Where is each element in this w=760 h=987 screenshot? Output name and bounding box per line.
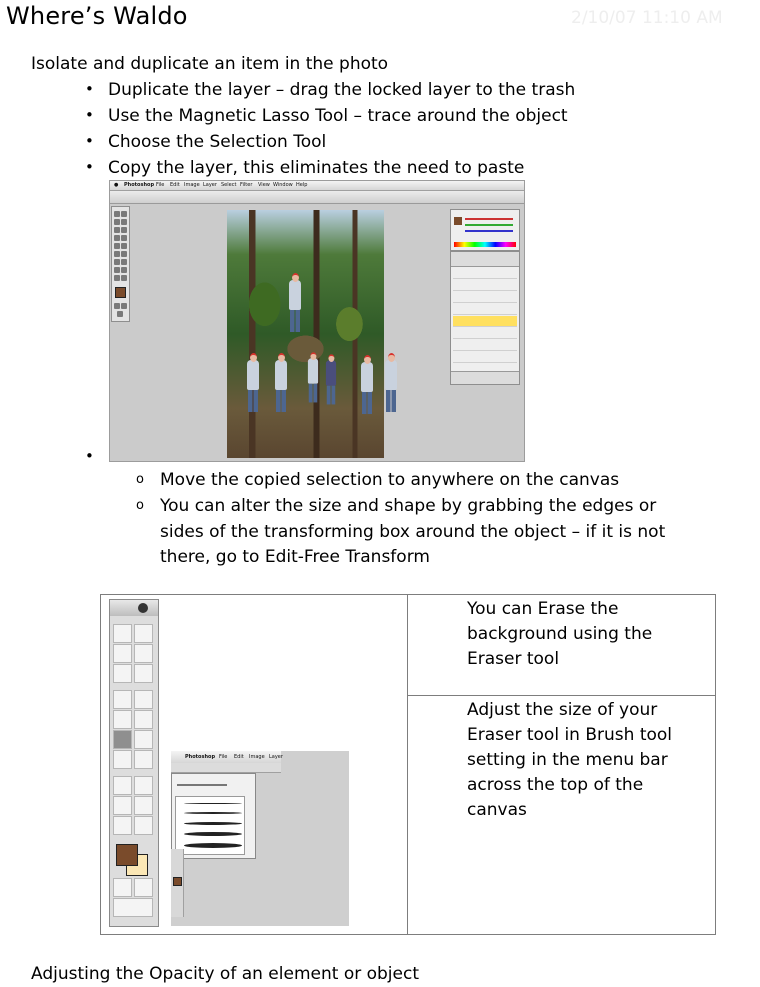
brush-preset-panel bbox=[171, 773, 256, 859]
history-brush-tool-icon bbox=[134, 710, 153, 729]
tool-icon bbox=[117, 311, 123, 317]
bullet-item: Choose the Selection Tool bbox=[108, 132, 327, 152]
quick-mask-mode-icon bbox=[134, 878, 153, 897]
layer-row bbox=[453, 340, 517, 351]
menu-item: Layer bbox=[203, 182, 217, 188]
color-panel bbox=[450, 209, 520, 251]
crop-tool-icon bbox=[113, 664, 132, 683]
brush-options-bar bbox=[171, 763, 281, 773]
color-slider bbox=[465, 218, 513, 220]
menu-item: Image bbox=[249, 754, 265, 760]
person-figure bbox=[308, 358, 318, 384]
sub-bullet-marker: o bbox=[136, 498, 144, 513]
layer-row bbox=[453, 328, 517, 339]
notes-tool-icon bbox=[113, 816, 132, 835]
menu-item: File bbox=[156, 182, 165, 188]
brush-stroke-preview bbox=[184, 812, 242, 814]
bullet-item: Use the Magnetic Lasso Tool – trace around the object bbox=[108, 106, 568, 126]
tool-icon bbox=[114, 259, 120, 265]
layer-row bbox=[453, 352, 517, 363]
person-figure bbox=[247, 360, 259, 390]
menu-item: Photoshop bbox=[124, 182, 155, 188]
toolbox-strip bbox=[171, 849, 184, 917]
layer-row bbox=[453, 280, 517, 291]
bullet-item: Copy the layer, this eliminates the need to paste bbox=[108, 158, 525, 178]
tool-icon bbox=[121, 267, 127, 273]
brush-preset-list bbox=[175, 796, 245, 855]
slice-tool-icon bbox=[134, 664, 153, 683]
tool-icon bbox=[121, 227, 127, 233]
person-figure bbox=[361, 362, 373, 392]
diameter-slider bbox=[177, 784, 227, 786]
menu-item: View bbox=[258, 182, 270, 188]
table-divider bbox=[407, 695, 715, 696]
layers-panel-footer bbox=[451, 371, 519, 384]
tool-icon bbox=[114, 219, 120, 225]
eyedropper-tool-icon bbox=[134, 816, 153, 835]
layer-row-selected bbox=[453, 316, 517, 327]
table-cell-eraser: You can Erase the background using the Eraser tool bbox=[467, 599, 653, 669]
pen-tool-icon bbox=[113, 796, 132, 815]
path-selection-tool-icon bbox=[113, 776, 132, 795]
blur-tool-icon bbox=[113, 750, 132, 769]
bullet-marker: • bbox=[85, 158, 94, 176]
brush-stroke-preview bbox=[184, 832, 242, 836]
layers-panel-header bbox=[451, 252, 519, 267]
clone-stamp-tool-icon bbox=[113, 710, 132, 729]
photoshop-menu-bar bbox=[110, 181, 524, 191]
tool-icon bbox=[114, 211, 120, 217]
sub-bullet-continuation: sides of the transforming box around the object – if it is not bbox=[160, 522, 666, 542]
bullet-item: Duplicate the layer – drag the locked layer to the trash bbox=[108, 80, 576, 100]
bullet-marker: • bbox=[85, 106, 94, 124]
person-figure bbox=[385, 360, 397, 390]
brush-settings-screenshot bbox=[171, 751, 349, 926]
lasso-tool-icon bbox=[113, 644, 132, 663]
eraser-instructions-table bbox=[100, 594, 716, 935]
tool-icon bbox=[114, 267, 120, 273]
opacity-heading: Adjusting the Opacity of an element or object bbox=[31, 964, 419, 984]
move-tool-icon bbox=[134, 624, 153, 643]
tool-icon bbox=[114, 275, 120, 281]
color-chip bbox=[454, 217, 462, 225]
brush-tool-icon bbox=[134, 690, 153, 709]
layer-row bbox=[453, 292, 517, 303]
waldo-photo bbox=[227, 210, 384, 458]
menu-item: Filter bbox=[240, 182, 253, 188]
tool-icon bbox=[121, 259, 127, 265]
layers-panel bbox=[450, 251, 520, 385]
layer-row bbox=[453, 304, 517, 315]
sub-bullet-marker: o bbox=[136, 472, 144, 487]
menu-item: Image bbox=[184, 182, 200, 188]
photoshop-toolbox bbox=[111, 206, 130, 322]
tool-icon bbox=[121, 219, 127, 225]
type-tool-icon bbox=[134, 776, 153, 795]
tool-icon bbox=[121, 235, 127, 241]
tool-icon bbox=[114, 235, 120, 241]
bullet-marker: • bbox=[85, 80, 94, 98]
tool-icon bbox=[114, 251, 120, 257]
menu-item: Window bbox=[273, 182, 293, 188]
apple-icon: ● bbox=[114, 182, 119, 188]
marquee-tool-icon bbox=[113, 624, 132, 643]
sub-bullet-continuation: there, go to Edit-Free Transform bbox=[160, 547, 430, 567]
sub-bullet-item: Move the copied selection to anywhere on the canvas bbox=[160, 470, 620, 490]
tool-icon bbox=[114, 227, 120, 233]
page-timestamp: 2/10/07 11:10 AM bbox=[571, 8, 723, 28]
tool-icon bbox=[121, 211, 127, 217]
healing-brush-tool-icon bbox=[113, 690, 132, 709]
menu-item: Help bbox=[296, 182, 308, 188]
menu-item: Edit bbox=[234, 754, 244, 760]
tool-icon bbox=[114, 243, 120, 249]
brush-stroke-preview bbox=[184, 843, 242, 848]
foreground-color-swatch bbox=[116, 844, 138, 866]
photoshop-workspace-screenshot bbox=[109, 180, 525, 462]
tool-icon bbox=[114, 303, 120, 309]
photoshop-eye-icon bbox=[138, 603, 148, 613]
color-slider bbox=[465, 224, 513, 226]
tool-icon bbox=[121, 251, 127, 257]
gradient-tool-icon bbox=[134, 730, 153, 749]
person-figure bbox=[289, 280, 301, 310]
menu-item: Layer bbox=[269, 754, 283, 760]
foreground-color-swatch bbox=[115, 287, 126, 298]
toolbox-header bbox=[110, 600, 158, 616]
person-figure bbox=[275, 360, 287, 390]
bullet-marker: • bbox=[85, 132, 94, 150]
color-slider bbox=[465, 230, 513, 232]
menu-item: Photoshop bbox=[185, 754, 216, 760]
layer-row bbox=[453, 268, 517, 279]
table-divider bbox=[407, 595, 408, 934]
screen-mode-icon bbox=[113, 898, 153, 917]
standard-mode-icon bbox=[113, 878, 132, 897]
tool-icon bbox=[121, 303, 127, 309]
menu-item: File bbox=[219, 754, 228, 760]
tool-icon bbox=[121, 275, 127, 281]
dodge-tool-icon bbox=[134, 750, 153, 769]
person-figure bbox=[326, 360, 336, 386]
brush-stroke-preview bbox=[184, 822, 242, 825]
brush-screenshot-menu-bar bbox=[171, 751, 281, 763]
photoshop-options-bar bbox=[110, 191, 524, 204]
page-title: Where’s Waldo bbox=[6, 2, 188, 30]
bullet-marker: • bbox=[85, 447, 94, 465]
sub-bullet-item: You can alter the size and shape by grabbing the edges or bbox=[160, 496, 657, 516]
eraser-tool-icon bbox=[113, 730, 132, 749]
photoshop-toolbox-screenshot bbox=[109, 599, 159, 927]
magic-wand-tool-icon bbox=[134, 644, 153, 663]
menu-item: Select bbox=[221, 182, 237, 188]
color-spectrum bbox=[454, 242, 516, 247]
foreground-color-swatch bbox=[173, 877, 182, 886]
section-intro: Isolate and duplicate an item in the photo bbox=[31, 54, 389, 74]
brush-stroke-preview bbox=[184, 803, 242, 804]
tool-icon bbox=[121, 243, 127, 249]
table-cell-brush-size: Adjust the size of your Eraser tool in Brush tool setting in the menu bar across the top of the canvas bbox=[467, 700, 673, 820]
shape-tool-icon bbox=[134, 796, 153, 815]
menu-item: Edit bbox=[170, 182, 180, 188]
